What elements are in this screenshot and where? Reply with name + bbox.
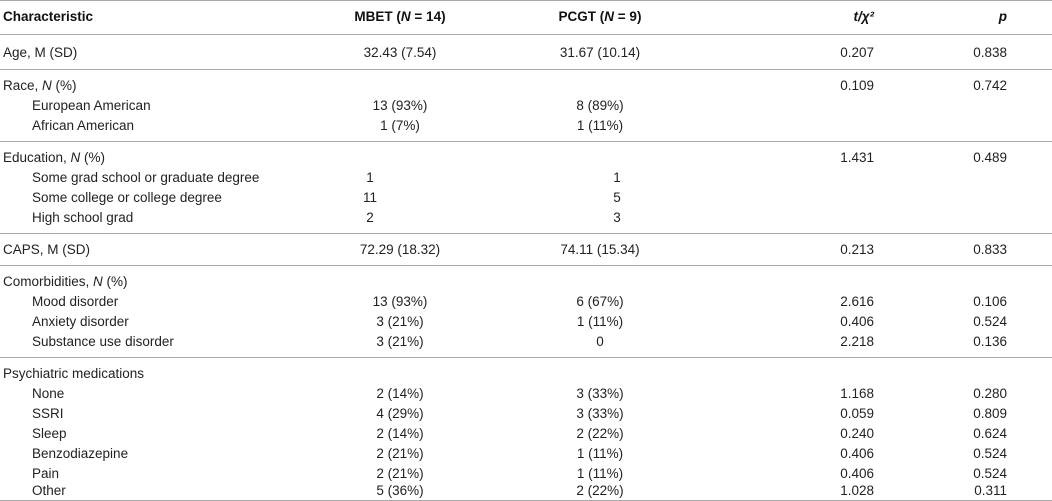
pcgt-value: 8 (89%) — [576, 98, 624, 113]
stat-value: 2.218 — [840, 334, 874, 349]
p-value: 0.524 — [973, 446, 1007, 461]
stat-value: 0.406 — [840, 314, 874, 329]
row-label: SSRI — [32, 406, 64, 421]
pcgt-value: 3 (33%) — [576, 406, 624, 421]
header-mbet: MBET (N = 14) — [354, 9, 446, 24]
row-label: Comorbidities, N (%) — [3, 274, 128, 289]
row-label: Some grad school or graduate degree — [32, 170, 260, 185]
mbet-value: 5 (36%) — [376, 483, 424, 498]
table-row — [0, 404, 1052, 424]
p-value: 0.833 — [973, 242, 1007, 257]
pcgt-value: 1 (11%) — [576, 446, 624, 461]
table-row — [0, 116, 1052, 136]
mbet-value: 4 (29%) — [376, 406, 424, 421]
table-row — [0, 272, 1052, 292]
row-label: CAPS, M (SD) — [3, 242, 91, 257]
pcgt-value: 3 — [613, 210, 621, 225]
pcgt-value: 1 (11%) — [576, 314, 624, 329]
stat-value: 0.213 — [840, 242, 874, 257]
row-label: Some college or college degree — [32, 190, 222, 205]
header-pcgt: PCGT (N = 9) — [558, 9, 642, 24]
p-value: 0.106 — [973, 294, 1007, 309]
p-value: 0.524 — [973, 466, 1007, 481]
p-value: 0.311 — [974, 483, 1007, 498]
stat-value: 0.059 — [840, 406, 874, 421]
top-rule — [0, 0, 1052, 1]
mbet-value: 3 (21%) — [376, 314, 424, 329]
header-p: p — [998, 9, 1007, 24]
table-row — [0, 168, 1052, 188]
table-row — [0, 444, 1052, 464]
header-rule — [0, 34, 1052, 35]
header-characteristic: Characteristic — [3, 9, 94, 24]
mbet-value: 72.29 (18.32) — [359, 242, 441, 257]
table-row — [0, 332, 1052, 352]
row-label: Race, N (%) — [3, 78, 77, 93]
pcgt-value: 31.67 (10.14) — [559, 45, 641, 60]
p-value: 0.742 — [973, 78, 1007, 93]
section-rule — [0, 357, 1052, 358]
table-row — [0, 481, 1052, 501]
pcgt-value: 5 — [613, 190, 621, 205]
stat-value: 0.406 — [840, 446, 874, 461]
table-row — [0, 240, 1052, 260]
p-value: 0.624 — [973, 426, 1007, 441]
row-label: African American — [32, 118, 135, 133]
p-value: 0.524 — [973, 314, 1007, 329]
table-row — [0, 292, 1052, 312]
row-label: Other — [32, 483, 66, 498]
table-row — [0, 312, 1052, 332]
section-rule — [0, 265, 1052, 266]
table-row — [0, 76, 1052, 96]
table-row — [0, 188, 1052, 208]
stat-value: 0.406 — [840, 466, 874, 481]
p-value: 0.809 — [973, 406, 1007, 421]
header-stat: t/χ² — [853, 9, 874, 24]
table-row — [0, 148, 1052, 168]
mbet-value: 3 (21%) — [376, 334, 424, 349]
mbet-value: 32.43 (7.54) — [363, 45, 437, 60]
mbet-value: 2 (21%) — [376, 466, 424, 481]
stat-value: 0.240 — [840, 426, 874, 441]
p-value: 0.489 — [973, 150, 1007, 165]
mbet-value: 13 (93%) — [372, 294, 428, 309]
row-label: Education, N (%) — [3, 150, 106, 165]
mbet-value: 2 (14%) — [376, 386, 424, 401]
stat-value: 1.168 — [840, 386, 874, 401]
row-label: High school grad — [32, 210, 134, 225]
mbet-value: 2 — [366, 210, 374, 225]
section-rule — [0, 233, 1052, 234]
table-row — [0, 208, 1052, 228]
pcgt-value: 2 (22%) — [576, 426, 624, 441]
table-header-row — [0, 7, 1052, 27]
p-value: 0.136 — [973, 334, 1007, 349]
pcgt-value: 1 (11%) — [576, 118, 624, 133]
pcgt-value: 74.11 (15.34) — [560, 242, 640, 257]
stat-value: 1.028 — [840, 483, 874, 498]
row-label: Anxiety disorder — [32, 314, 129, 329]
table-row — [0, 424, 1052, 444]
pcgt-value: 1 — [613, 170, 621, 185]
row-label: European American — [32, 98, 151, 113]
mbet-value: 11 — [362, 190, 377, 205]
row-label: Substance use disorder — [32, 334, 174, 349]
table-row — [0, 364, 1052, 384]
pcgt-value: 1 (11%) — [576, 466, 624, 481]
row-label: Age, M (SD) — [3, 45, 78, 60]
section-rule — [0, 69, 1052, 70]
table-row — [0, 96, 1052, 116]
table-row — [0, 43, 1052, 63]
mbet-value: 2 (14%) — [376, 426, 424, 441]
row-label: Benzodiazepine — [32, 446, 129, 461]
row-label: Pain — [32, 466, 60, 481]
stat-value: 0.109 — [840, 78, 874, 93]
section-rule — [0, 141, 1052, 142]
mbet-value: 13 (93%) — [372, 98, 428, 113]
stat-value: 2.616 — [840, 294, 874, 309]
p-value: 0.280 — [973, 386, 1007, 401]
stat-value: 1.431 — [840, 150, 874, 165]
table-row — [0, 384, 1052, 404]
row-label: Psychiatric medications — [3, 366, 145, 381]
stat-value: 0.207 — [840, 45, 874, 60]
row-label: Sleep — [32, 426, 67, 441]
row-label: None — [32, 386, 65, 401]
pcgt-value: 6 (67%) — [576, 294, 624, 309]
row-label: Mood disorder — [32, 294, 119, 309]
pcgt-value: 3 (33%) — [576, 386, 624, 401]
p-value: 0.838 — [973, 45, 1007, 60]
mbet-value: 2 (21%) — [376, 446, 424, 461]
pcgt-value: 2 (22%) — [576, 483, 624, 498]
pcgt-value: 0 — [596, 334, 604, 349]
mbet-value: 1 — [366, 170, 374, 185]
mbet-value: 1 (7%) — [380, 118, 420, 133]
